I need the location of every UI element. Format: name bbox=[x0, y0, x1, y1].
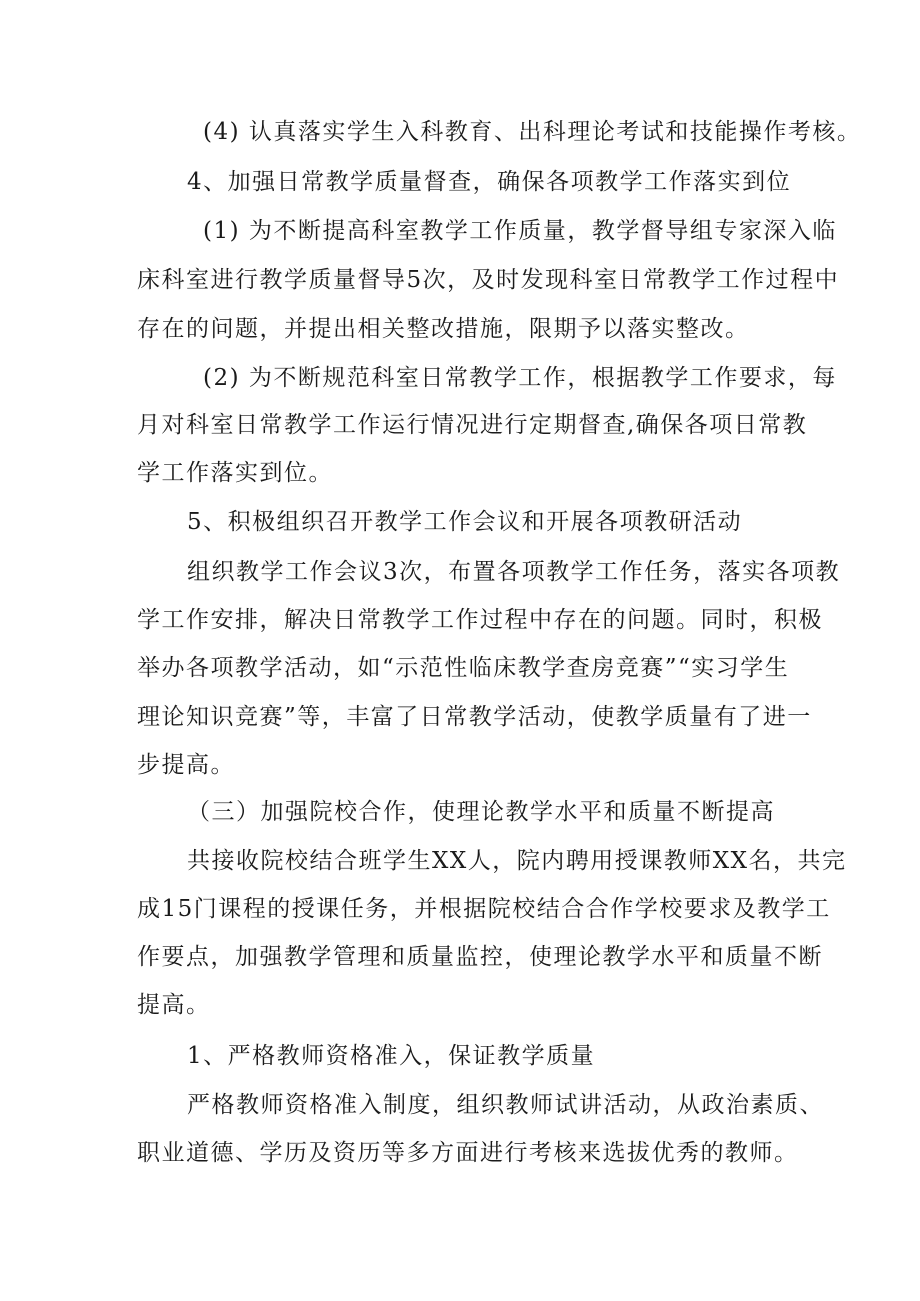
text-line: 共接收院校结合班学生XX人，院内聘用授课教师XX名，共完 bbox=[187, 848, 847, 874]
section-heading: （三）加强院校合作，使理论教学水平和质量不断提高 bbox=[187, 799, 775, 825]
text-line: 理论知识竞赛”等，丰富了日常教学活动，使教学质量有了进一 bbox=[137, 704, 812, 730]
text-line: 举办各项教学活动，如“示范性临床教学查房竞赛”“实习学生 bbox=[137, 655, 790, 681]
section-heading: 1、严格教师资格准入，保证教学质量 bbox=[187, 1043, 596, 1069]
text-line: 成15门课程的授课任务，并根据院校结合合作学校要求及教学工 bbox=[137, 896, 831, 922]
text-line: 严格教师资格准入制度，组织教师试讲活动，从政治素质、 bbox=[187, 1092, 824, 1118]
text-line: 学工作落实到位。 bbox=[137, 460, 333, 486]
text-line: (1) 为不断提高科室教学工作质量，教学督导组专家深入临 bbox=[203, 218, 837, 244]
text-line: 月对科室日常教学工作运行情况进行定期督查,确保各项日常教 bbox=[137, 412, 808, 438]
text-line: 提高。 bbox=[137, 992, 211, 1018]
text-line: 床科室进行教学质量督导5次，及时发现科室日常教学工作过程中 bbox=[137, 267, 840, 293]
section-heading: 4、加强日常教学质量督查，确保各项教学工作落实到位 bbox=[187, 169, 792, 195]
text-line: (2) 为不断规范科室日常教学工作，根据教学工作要求，每 bbox=[203, 365, 837, 391]
text-line: 步提高。 bbox=[137, 752, 235, 778]
text-line: 学工作安排，解决日常教学工作过程中存在的问题。同时，积极 bbox=[137, 607, 823, 633]
text-line: 作要点，加强教学管理和质量监控，使理论教学水平和质量不断 bbox=[137, 944, 823, 970]
text-line: 职业道德、学历及资历等多方面进行考核来选拔优秀的教师。 bbox=[137, 1140, 799, 1166]
section-heading: 5、积极组织召开教学工作会议和开展各项教研活动 bbox=[187, 509, 743, 535]
text-line: (4) 认真落实学生入科教育、出科理论考试和技能操作考核。 bbox=[203, 119, 862, 145]
text-line: 存在的问题，并提出相关整改措施，限期予以落实整改。 bbox=[137, 316, 750, 342]
text-line: 组织教学工作会议3次，布置各项教学工作任务，落实各项教 bbox=[187, 559, 841, 585]
